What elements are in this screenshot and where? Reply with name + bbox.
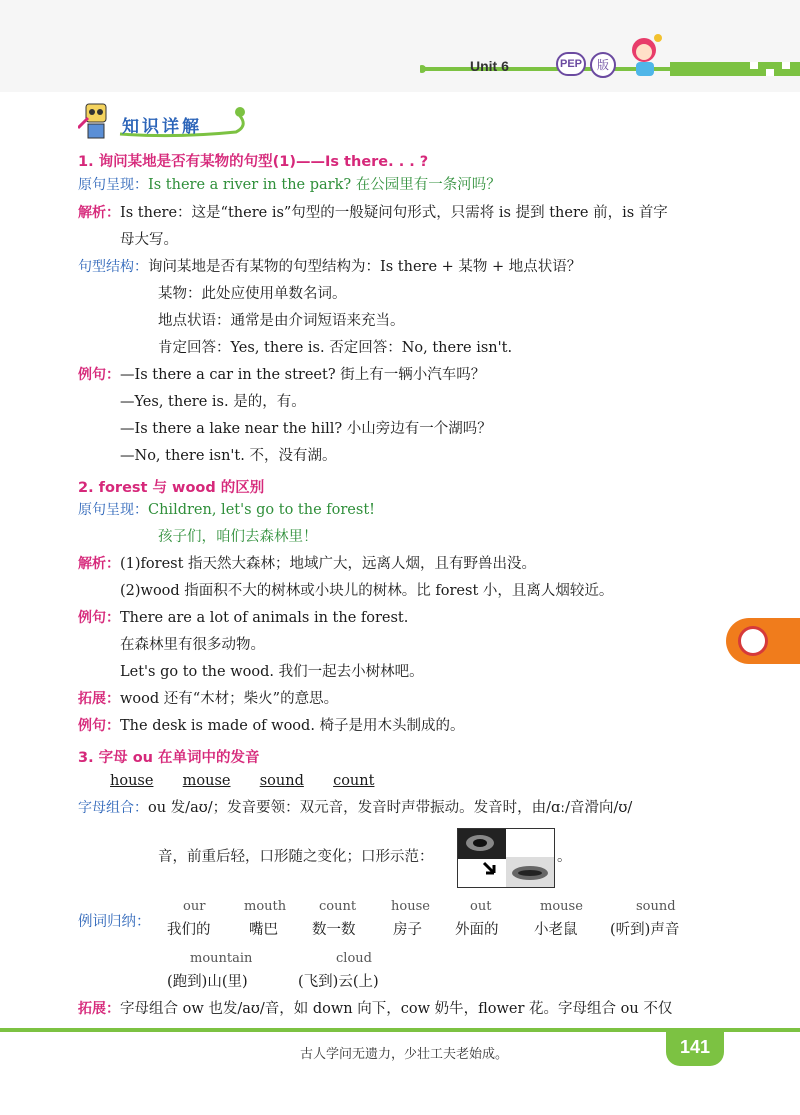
s3-liciguina-label: 例词归纳：	[78, 914, 151, 930]
s3-zimu-2: 音，前重后轻，口形随之变化；口形示范：	[158, 849, 434, 865]
s2-liju2-label: 例句：	[78, 718, 120, 734]
example-en: mouth	[244, 899, 287, 914]
s2-liju-row	[78, 611, 408, 626]
example-en: house	[391, 899, 430, 914]
s3-word: mouse	[182, 773, 231, 789]
example-en: mouse	[540, 899, 583, 914]
s1-title: 1. 询问某地是否有某物的句型(1)——Is there. . . ?	[78, 154, 429, 170]
s2-jiexi-row	[78, 557, 536, 572]
s3-word: house	[110, 773, 154, 789]
s1-liju-3: —Is there a lake near the hill? 小山旁边有一个湖吗？	[120, 421, 492, 437]
s2-title: 2. forest 与 wood 的区别	[78, 480, 265, 496]
s2-liju2: The desk is made of wood. 椅子是用木头制成的。	[120, 718, 465, 734]
example-zh: 小老鼠	[534, 922, 578, 938]
footer-motto: 古人学问无遗力，少壮工夫老始成。	[300, 1047, 509, 1062]
s3-zimu-label: 字母组合：	[78, 800, 148, 816]
s3-zimu-row	[78, 801, 632, 816]
example-zh: 我们的	[167, 922, 211, 938]
example-en: mountain	[190, 951, 253, 966]
s1-liju-1: —Is there a car in the street? 街上有一辆小汽车吗？	[120, 367, 486, 383]
pep-badge: PEP	[556, 52, 586, 76]
example-zh: (跑到)山(里)	[167, 974, 248, 990]
side-tab	[726, 618, 800, 664]
page-number: 141	[666, 1030, 724, 1066]
s1-jiexi-label: 解析：	[78, 205, 120, 221]
s2-jiexi-1: (1)forest 指天然大森林；地域广大，远离人烟，且有野兽出没。	[120, 556, 537, 572]
s1-jiegou-b: 地点状语：通常是由介词短语来充当。	[158, 313, 405, 329]
s1-jiegou-label: 句型结构：	[78, 259, 148, 275]
example-zh: 房子	[393, 922, 422, 938]
s2-jiexi-2: (2)wood 指面积不大的树林或小块儿的树林。比 forest 小，且离人烟较近。	[120, 583, 614, 599]
s1-liju-label: 例句：	[78, 367, 120, 383]
s2-liju-1: There are a lot of animals in the forest.	[120, 610, 409, 626]
mouth-shape-icon	[458, 829, 555, 888]
s1-jiexi-1: Is there：这是“there is”句型的一般疑问句形式，只需将 is 提到 there 前，is 首字	[120, 205, 668, 221]
cartoon-fox-icon	[738, 626, 768, 656]
s1-yuanju-row	[78, 178, 501, 193]
s3-title: 3. 字母 ou 在单词中的发音	[78, 750, 260, 766]
example-zh: 嘴巴	[249, 922, 278, 938]
example-en: cloud	[336, 951, 372, 966]
s1-yuanju-label: 原句呈现：	[78, 177, 148, 193]
s2-tuozhan-label: 拓展：	[78, 691, 120, 707]
example-en: sound	[636, 899, 676, 914]
s3-zimu-end: 。	[557, 849, 572, 865]
s2-liju-label: 例句：	[78, 610, 120, 626]
s1-jiexi-row	[78, 206, 668, 221]
s3-tuozhan: 字母组合 ow 也发/aʊ/音，如 down 向下，cow 奶牛，flower 花。字母组合 ou 不仅	[120, 1001, 673, 1017]
s1-jiegou-c: 肯定回答：Yes, there is. 否定回答：No, there isn't.	[158, 340, 513, 356]
s1-jiegou-a: 某物：此处应使用单数名词。	[158, 286, 347, 302]
s2-yuanju-2: 孩子们，咱们去森林里！	[158, 529, 318, 545]
s3-zimu-1: ou 发/aʊ/；发音要领：双元音，发音时声带振动。发音时，由/ɑː/音滑向/ʊ/	[148, 800, 633, 816]
example-en: out	[470, 899, 492, 914]
s3-tuozhan-label: 拓展：	[78, 1001, 120, 1017]
example-zh: (飞到)云(上)	[298, 974, 379, 990]
s1-jiegou: 询问某地是否有某物的句型结构为：Is there + 某物 + 地点状语？	[148, 259, 582, 275]
page-header	[0, 0, 800, 92]
cartoon-girl-icon	[622, 30, 670, 80]
section-title: 知识详解	[122, 117, 202, 137]
s3-word: sound	[259, 773, 304, 789]
s3-word-row	[110, 774, 374, 789]
example-en: our	[183, 899, 206, 914]
robot-pencil-icon	[78, 98, 114, 142]
s1-liju-row	[78, 368, 485, 383]
s2-liju-2: 在森林里有很多动物。	[120, 637, 265, 653]
s3-tuozhan-row	[78, 1002, 672, 1017]
s2-tuozhan: wood 还有“木材；柴火”的意思。	[120, 691, 339, 707]
s3-word: count	[333, 773, 375, 789]
s1-liju-2: —Yes, there is. 是的，有。	[120, 394, 306, 410]
s1-jiegou-row	[78, 260, 581, 275]
s1-jiexi-2: 母大写。	[120, 232, 178, 248]
s1-liju-4: —No, there isn't. 不，没有湖。	[120, 448, 337, 464]
example-zh: 外面的	[455, 922, 499, 938]
unit-label: Unit 6	[470, 58, 509, 74]
example-zh: 数一数	[312, 922, 356, 938]
s2-liju2-row	[78, 719, 465, 734]
example-en: count	[319, 899, 357, 914]
mouth-shape-image	[457, 828, 555, 888]
example-zh: (听到)声音	[610, 922, 680, 938]
s2-yuanju-1: Children, let's go to the forest!	[148, 502, 375, 518]
s2-jiexi-label: 解析：	[78, 556, 120, 572]
edition-badge: 版	[590, 52, 616, 78]
s2-yuanju-row	[78, 503, 375, 518]
s2-tuozhan-row	[78, 692, 338, 707]
s2-yuanju-label: 原句呈现：	[78, 502, 148, 518]
s2-liju-3: Let's go to the wood. 我们一起去小树林吧。	[120, 664, 424, 680]
s1-yuanju: Is there a river in the park? 在公园里有一条河吗？	[148, 177, 501, 193]
